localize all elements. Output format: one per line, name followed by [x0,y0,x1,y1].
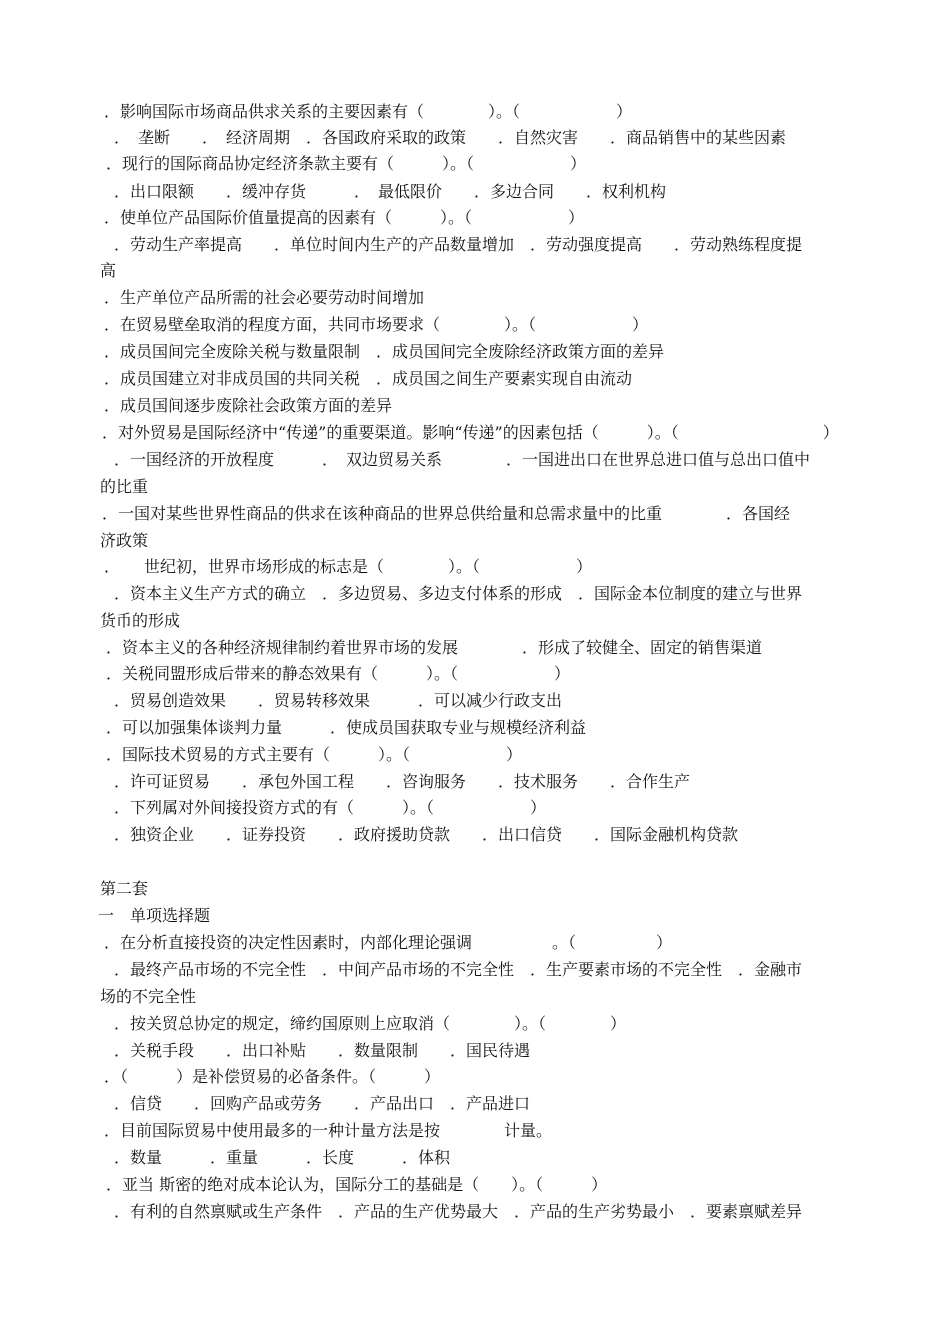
options-common-market-2: ．成员国建立对非成员国的共同关税 ．成员国之间生产要素实现自由流动 [104,369,633,388]
option-necessary-labor: ．生产单位产品所需的社会必要劳动时间增加 [104,288,425,307]
q-common-market: ．在贸易壁垒取消的程度方面，共同市场要求（ ）。（ ） [104,315,649,334]
options-internalization: ．最终产品市场的不完全性 ．中间产品市场的不完全性 ．生产要素市场的不完全性 ．金融市 [114,960,803,979]
options-transmission-2: ．一国对某些世界性商品的供求在该种商品的世界总供给量和总需求量中的比重 ．各国经 [102,504,791,523]
options-technology-trade: ．许可证贸易 ．承包外国工程 ．咨询服务 ．技术服务 ．合作生产 [114,772,691,791]
options-continuation: 济政策 [100,531,149,550]
q-supply-demand-factors: ．影响国际市场商品供求关系的主要因素有（ ）。（ ） [104,102,633,121]
q-internalization: ．在分析直接投资的决定性因素时，内部化理论强调 。（ ） [104,933,673,952]
q-measurement-method: ．目前国际贸易中使用最多的一种计量方法是按 计量。 [104,1121,553,1140]
q-commodity-agreement: ．现行的国际商品协定经济条款主要有（ ）。（ ） [106,154,587,173]
options-measurement-method: ．数量 ．重量 ．长度 ．体积 [114,1148,451,1167]
options-continuation: 的比重 [100,477,149,496]
options-international-value: ．劳动生产率提高 ．单位时间内生产的产品数量增加 ．劳动强度提高 ．劳动熟练程度提 [114,235,803,254]
q-international-value: ．使单位产品国际价值量提高的因素有（ ）。（ ） [104,208,585,227]
options-common-market-1: ．成员国间完全废除关税与数量限制 ．成员国间完全废除经济政策方面的差异 [104,342,665,361]
q-transmission: ．对外贸易是国际经济中“传递”的重要渠道。影响“传递”的因素包括（ ）。（ ） [102,423,839,442]
options-supply-demand: ． 垄断 ． 经济周期 ．各国政府采取的政策 ．自然灾害 ．商品销售中的某些因素 [114,128,787,147]
q-gatt-elimination: ．按关贸总协定的规定，缔约国原则上应取消（ ）。（ ） [114,1014,627,1033]
options-gatt-elimination: ．关税手段 ．出口补贴 ．数量限制 ．国民待遇 [114,1041,531,1060]
options-world-market-1: ．资本主义生产方式的确立 ．多边贸易、多边支付体系的形成 ．国际金本位制度的建立与世界 [114,584,803,603]
options-indirect-investment: ．独资企业 ．证券投资 ．政府援助贷款 ．出口信贷 ．国际金融机构贷款 [114,825,739,844]
section-title: 第二套 [100,879,149,898]
q-compensation-trade: ．（ ）是补偿贸易的必备条件。（ ） [104,1067,441,1086]
options-customs-union-2: ．可以加强集体谈判力量 ．使成员国获取专业与规模经济利益 [106,718,587,737]
q-customs-union: ．关税同盟形成后带来的静态效果有（ ）。（ ） [106,664,571,683]
options-world-market-2: ．资本主义的各种经济规律制约着世界市场的发展 ．形成了较健全、固定的销售渠道 [106,638,763,657]
options-continuation: 高 [100,261,117,280]
section-subtitle: 一 单项选择题 [98,906,211,925]
options-absolute-cost: ．有利的自然禀赋或生产条件 ．产品的生产优势最大 ．产品的生产劣势最小 ．要素禀赋差异 [114,1202,803,1221]
options-compensation-trade: ．信贷 ．回购产品或劳务 ．产品出口 ．产品进口 [114,1094,531,1113]
q-absolute-cost: ．亚当 斯密的绝对成本论认为，国际分工的基础是（ ）。（ ） [106,1175,608,1194]
q-technology-trade: ．国际技术贸易的方式主要有（ ）。（ ） [106,745,523,764]
options-customs-union-1: ．贸易创造效果 ．贸易转移效果 ．可以减少行政支出 [114,691,563,710]
q-world-market-formation: ． 世纪初，世界市场形成的标志是（ ）。（ ） [104,557,593,576]
options-commodity-agreement: ．出口限额 ．缓冲存货 ． 最低限价 ．多边合同 ．权利机构 [114,182,667,201]
q-indirect-investment: ．下列属对外间接投资方式的有（ ）。（ ） [114,798,547,817]
options-transmission-1: ．一国经济的开放程度 ． 双边贸易关系 ．一国进出口在世界总进口值与总出口值中 [114,450,811,469]
options-continuation: 场的不完全性 [100,987,197,1006]
options-continuation: 货币的形成 [100,611,181,630]
options-common-market-3: ．成员国间逐步废除社会政策方面的差异 [104,396,393,415]
